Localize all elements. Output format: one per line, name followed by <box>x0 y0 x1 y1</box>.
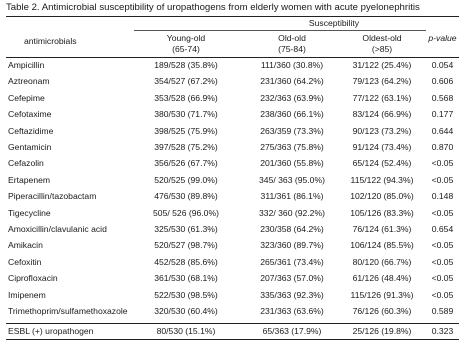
p-value: <0.05 <box>431 289 454 300</box>
old-old-value: 345/ 363 (95.0%) <box>259 174 325 185</box>
p-value: 0.654 <box>431 224 454 234</box>
old-old-range: (75-84) <box>278 44 306 54</box>
young-old-value: 505/ 526 (96.0%) <box>153 207 219 218</box>
old-old-value: 311/361 (86.1%) <box>260 191 324 202</box>
young-old-value: 353/528 (66.9%) <box>154 92 218 103</box>
old-old-value: 332/ 360 (92.2%) <box>259 207 325 218</box>
oldest-old-range: (>85) <box>371 44 393 54</box>
old-old-value: 263/359 (73.3%) <box>260 125 324 136</box>
susceptibility-header: Susceptibility <box>308 18 360 28</box>
young-old-value: 320/530 (60.4%) <box>154 306 218 316</box>
p-value: 0.606 <box>431 76 454 87</box>
old-old-value: 231/360 (64.2%) <box>260 76 324 87</box>
p-value: 0.644 <box>431 125 454 136</box>
old-old-value: 207/363 (57.0%) <box>260 273 324 284</box>
oldest-old-value: 105/126 (83.3%) <box>350 207 414 218</box>
oldest-old-value: 25/126 (19.8%) <box>352 326 412 337</box>
antimicrobial-name: Cefoxitin <box>8 256 42 267</box>
antimicrobial-name: Cefotaxime <box>8 109 52 120</box>
old-old-value: 335/363 (92.3%) <box>260 289 324 300</box>
antimicrobials-header: antimicrobials <box>24 36 77 46</box>
antimicrobial-name: Ciprofloxacin <box>8 273 58 284</box>
antimicrobial-name: Ampicillin <box>8 60 45 70</box>
oldest-old-value: 115/122 (94.3%) <box>350 174 414 185</box>
antimicrobial-name: Imipenem <box>8 289 46 300</box>
old-old-value: 275/363 (75.8%) <box>260 142 324 152</box>
antimicrobial-name: Cefepime <box>8 92 45 103</box>
p-value: <0.05 <box>431 256 454 267</box>
oldest-old-value: 76/126 (60.3%) <box>352 306 412 316</box>
old-old-value: 238/360 (66.1%) <box>260 109 324 120</box>
antimicrobial-name: Ceftazidime <box>8 125 54 136</box>
young-old-value: 452/528 (85.6%) <box>154 256 218 267</box>
p-value: <0.05 <box>431 207 454 218</box>
oldest-old-value: 61/126 (48.4%) <box>352 273 412 284</box>
young-old-header: Young-old <box>166 33 206 43</box>
young-old-value: 325/530 (61.3%) <box>154 224 218 234</box>
old-old-value: 65/363 (17.9%) <box>262 326 322 337</box>
antimicrobial-name: Piperacillin/tazobactam <box>8 191 97 202</box>
old-old-value: 111/360 (30.8%) <box>260 60 324 70</box>
antimicrobial-name: Aztreonam <box>8 76 50 87</box>
old-old-value: 201/360 (55.8%) <box>260 158 324 169</box>
esbl-rule <box>6 323 459 324</box>
oldest-old-value: 91/124 (73.4%) <box>352 142 412 152</box>
old-old-header: Old-old <box>278 33 306 43</box>
young-old-value: 398/525 (75.9%) <box>154 125 218 136</box>
header-rule <box>6 57 459 58</box>
p-value: 0.589 <box>431 306 454 316</box>
oldest-old-value: 65/124 (52.4%) <box>352 158 412 169</box>
oldest-old-value: 80/120 (66.7%) <box>352 256 412 267</box>
p-value: <0.05 <box>431 240 454 251</box>
old-old-value: 232/363 (63.9%) <box>260 92 324 103</box>
oldest-old-value: 31/122 (25.4%) <box>352 60 412 70</box>
p-value-header: p-value <box>428 33 457 43</box>
old-old-value: 231/363 (63.6%) <box>260 306 324 316</box>
antimicrobial-name: Cefazolin <box>8 158 44 169</box>
oldest-old-value: 102/120 (85.0%) <box>350 191 414 202</box>
antimicrobial-name: Amoxicillin/clavulanic acid <box>8 224 107 234</box>
antimicrobial-name: ESBL (+) uropathogen <box>8 326 94 337</box>
antimicrobial-name: Trimethoprim/sulfamethoxazole <box>8 306 128 316</box>
antimicrobial-name: Ertapenem <box>8 174 51 185</box>
p-value: <0.05 <box>431 273 454 284</box>
young-old-value: 354/527 (67.2%) <box>154 76 218 87</box>
oldest-old-value: 77/122 (63.1%) <box>352 92 412 103</box>
p-value: 0.054 <box>431 60 454 70</box>
oldest-old-value: 76/124 (61.3%) <box>352 224 412 234</box>
old-old-value: 230/358 (64.2%) <box>260 224 324 234</box>
young-old-value: 520/525 (99.0%) <box>154 174 218 185</box>
oldest-old-header: Oldest-old <box>362 33 402 43</box>
oldest-old-value: 79/123 (64.2%) <box>352 76 412 87</box>
oldest-old-value: 106/124 (85.5%) <box>350 240 414 251</box>
p-value: 0.177 <box>431 109 454 120</box>
antimicrobial-name: Amikacin <box>8 240 43 251</box>
p-value: <0.05 <box>431 174 454 185</box>
young-old-value: 380/530 (71.7%) <box>154 109 218 120</box>
young-old-value: 476/530 (89.8%) <box>154 191 218 202</box>
p-value: <0.05 <box>431 158 454 169</box>
oldest-old-value: 90/123 (73.2%) <box>352 125 412 136</box>
young-old-value: 522/530 (98.5%) <box>154 289 218 300</box>
young-old-value: 356/526 (67.7%) <box>154 158 218 169</box>
young-old-value: 361/530 (68.1%) <box>154 273 218 284</box>
p-value: 0.148 <box>431 191 454 202</box>
p-value: 0.568 <box>431 92 454 103</box>
oldest-old-value: 83/124 (66.9%) <box>352 109 412 120</box>
young-old-value: 80/530 (15.1%) <box>156 326 216 337</box>
young-old-value: 397/528 (75.2%) <box>154 142 218 152</box>
antimicrobial-name: Gentamicin <box>8 142 52 152</box>
old-old-value: 265/361 (73.4%) <box>260 256 324 267</box>
p-value: 0.870 <box>431 142 454 152</box>
antimicrobial-name: Tigecycline <box>8 207 51 218</box>
young-old-value: 520/527 (98.7%) <box>154 240 218 251</box>
p-value: 0.323 <box>431 326 454 337</box>
susceptibility-rule <box>134 30 426 31</box>
old-old-value: 323/360 (89.7%) <box>260 240 324 251</box>
table-caption: Table 2. Antimicrobial susceptibility of uropathogens from elderly women with acute pyelonephritis <box>6 2 420 13</box>
young-old-range: (65-74) <box>172 44 200 54</box>
oldest-old-value: 115/126 (91.3%) <box>350 289 414 300</box>
top-rule <box>6 16 459 17</box>
young-old-value: 189/528 (35.8%) <box>154 60 218 70</box>
